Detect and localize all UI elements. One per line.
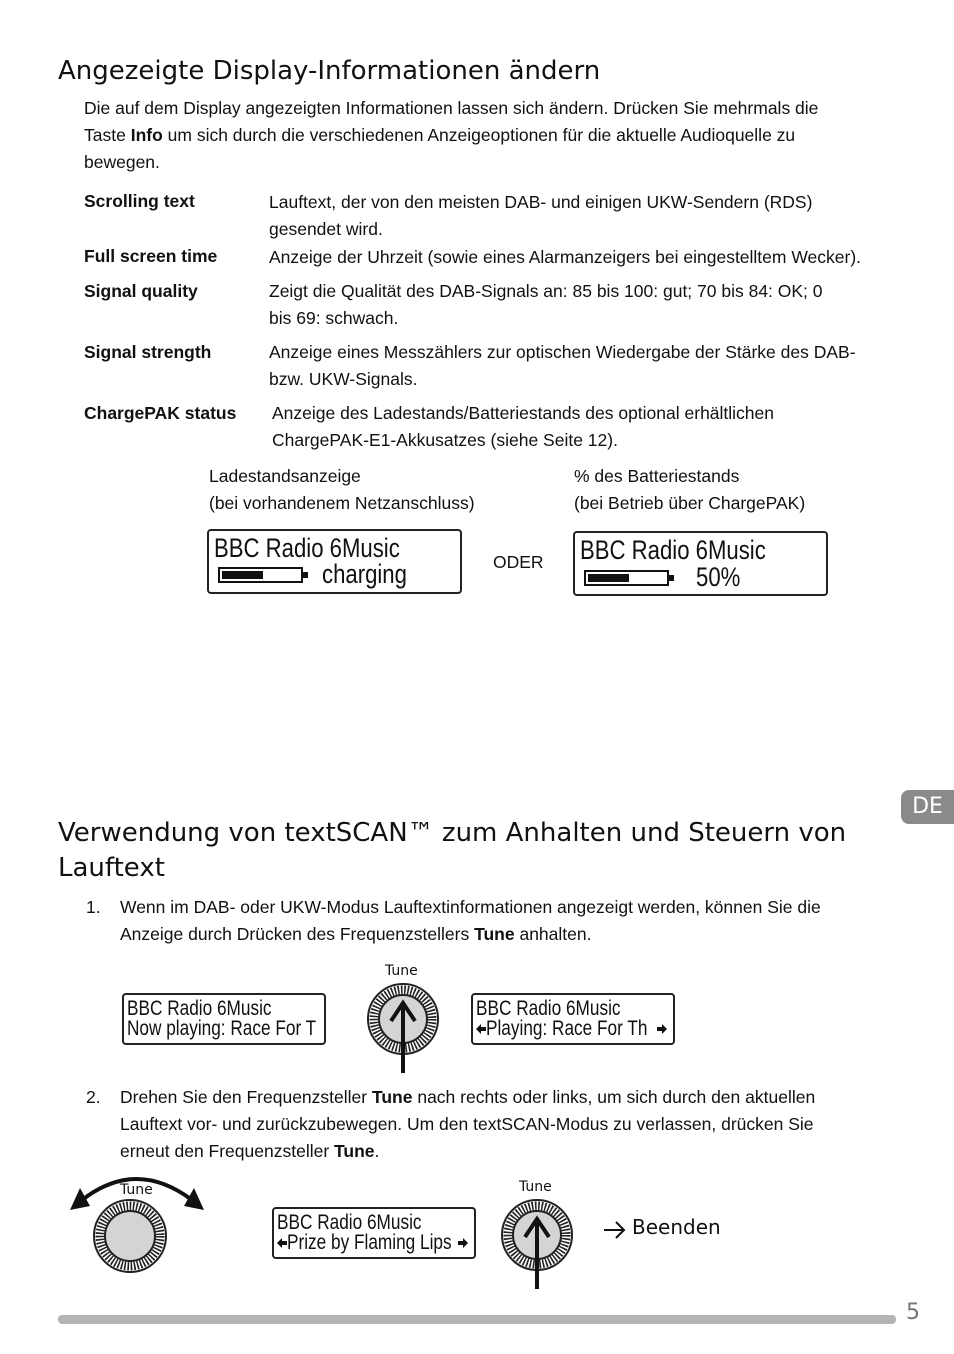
step-number: 2. — [86, 1087, 101, 1107]
step2-text — [120, 1084, 920, 1165]
step-line — [120, 1138, 920, 1165]
caption-line: (bei Betrieb über ChargePAK) — [574, 493, 806, 513]
step-line: Lauftext vor- und zurückzubewegen. Um den textSCAN-Modus zu verlassen, drücken Sie — [120, 1114, 814, 1134]
step-number: 1. — [86, 897, 101, 917]
tune-knob-press-icon[interactable] — [499, 1199, 575, 1291]
option-term: Signal strength — [84, 342, 212, 362]
lcd-display-scrolling — [122, 993, 326, 1045]
lcd-display-charging — [207, 529, 462, 594]
caption-charging-indicator — [209, 463, 475, 517]
battery-tip — [303, 572, 308, 578]
lcd-line2: Now playing: Race For T — [127, 1017, 317, 1040]
caption-line: (bei vorhandenem Netzanschluss) — [209, 493, 475, 513]
lcd-line1: BBC Radio 6Music — [127, 997, 272, 1020]
step-text: . — [374, 1141, 380, 1161]
option-definition — [272, 400, 912, 454]
tune-key-name: Tune — [334, 1141, 375, 1161]
step-text: Anzeige durch Drücken des Frequenzstellers — [120, 924, 475, 944]
definition-line: Anzeige eines Messzählers zur optischen Wiedergabe der Stärke des DAB- — [269, 342, 856, 362]
step-text: Drehen Sie den Frequenzsteller — [120, 1087, 372, 1107]
step-line: Wenn im DAB- oder UKW-Modus Lauftextinformationen angezeigt werden, können Sie die — [120, 897, 821, 917]
lcd-line2: Prize by Flaming Lips — [287, 1231, 452, 1254]
definition-line: Lauftext, der von den meisten DAB- und einigen UKW-Sendern (RDS) — [269, 192, 813, 212]
section-heading-textscan — [58, 816, 846, 886]
lcd-line2: charging — [322, 559, 407, 589]
lcd-line1: BBC Radio 6Music — [580, 535, 766, 565]
info-key-name: Info — [130, 125, 163, 145]
definition-line: bis 69: schwach. — [269, 308, 399, 328]
lcd-line1: BBC Radio 6Music — [277, 1211, 422, 1234]
lcd-line2: Playing: Race For Th — [486, 1017, 648, 1040]
arrow-right-icon — [603, 1221, 627, 1239]
charge-level-bar — [218, 567, 303, 583]
step-line — [120, 1084, 920, 1111]
definition-line: ChargePAK-E1-Akkusatzes (siehe Seite 12). — [272, 430, 618, 450]
arrow-left-icon — [277, 1238, 287, 1248]
definition-line: Anzeige des Ladestands/Batteriestands des optional erhältlichen — [272, 403, 775, 423]
heading-line: Lauftext — [58, 853, 165, 883]
definition-line: Zeigt die Qualität des DAB-Signals an: 85 bis 100: gut; 70 bis 84: OK; 0 — [269, 281, 823, 301]
tune-key-name: Tune — [474, 924, 515, 944]
option-definition — [269, 278, 909, 332]
caption-line: Ladestandsanzeige — [209, 466, 361, 486]
option-term: Full screen time — [84, 246, 218, 266]
lcd-line1: BBC Radio 6Music — [476, 997, 621, 1020]
lcd-display-textscan — [272, 1207, 476, 1259]
tune-label: Tune — [120, 1182, 153, 1198]
section-heading-display-info: Angezeigte Display-Informationen ändern — [58, 56, 601, 86]
intro-paragraph — [84, 95, 924, 176]
charge-level-fill — [222, 571, 263, 579]
battery-level-fill — [588, 574, 629, 582]
arrow-right-icon — [458, 1238, 468, 1248]
intro-line — [84, 122, 924, 149]
heading-line: Verwendung von textSCAN™ zum Anhalten und Steuern von — [58, 818, 847, 848]
battery-tip — [669, 575, 674, 581]
tune-key-name: Tune — [371, 1087, 413, 1107]
option-term: Scrolling text — [84, 191, 195, 211]
battery-level-bar — [584, 570, 669, 586]
or-label: ODER — [493, 552, 544, 572]
lcd-line1: BBC Radio 6Music — [214, 533, 400, 563]
intro-text: um sich durch die verschiedenen Anzeigeoptionen für die aktuelle Audioquelle zu — [162, 125, 796, 145]
step-text: nach rechts oder links, um sich durch den aktuellen — [412, 1087, 816, 1107]
language-badge: DE — [901, 790, 954, 824]
option-definition — [269, 339, 909, 393]
step-text: erneut den Frequenzsteller — [120, 1141, 335, 1161]
option-term: ChargePAK status — [84, 403, 237, 423]
intro-line: bewegen. — [84, 152, 160, 172]
step-line — [120, 921, 920, 948]
lcd-display-paused — [471, 993, 675, 1045]
arrow-left-icon — [476, 1024, 486, 1034]
option-definition — [269, 244, 909, 271]
tune-knob-press-icon[interactable] — [365, 983, 441, 1075]
tune-label: Tune — [385, 963, 418, 979]
definition-line: gesendet wird. — [269, 219, 383, 239]
caption-battery-percent — [574, 463, 805, 517]
page-number: 5 — [906, 1300, 920, 1325]
intro-line: Die auf dem Display angezeigten Informationen lassen sich ändern. Drücken Sie mehrmals die — [84, 98, 819, 118]
lcd-line2: 50% — [696, 562, 741, 592]
step1-text — [120, 894, 920, 948]
option-term: Signal quality — [84, 281, 198, 301]
step-text: anhalten. — [514, 924, 592, 944]
arrow-right-icon — [657, 1024, 667, 1034]
lcd-display-battery — [573, 531, 828, 596]
tune-label: Tune — [519, 1179, 552, 1195]
definition-line: Anzeige der Uhrzeit (sowie eines Alarmanzeigers bei eingestelltem Wecker). — [269, 247, 862, 267]
option-definition — [269, 189, 909, 243]
footer-rule — [58, 1315, 896, 1324]
definition-line: bzw. UKW-Signals. — [269, 369, 418, 389]
exit-label: Beenden — [632, 1215, 721, 1239]
intro-text: Taste — [84, 125, 131, 145]
caption-line: % des Batteriestands — [574, 466, 740, 486]
